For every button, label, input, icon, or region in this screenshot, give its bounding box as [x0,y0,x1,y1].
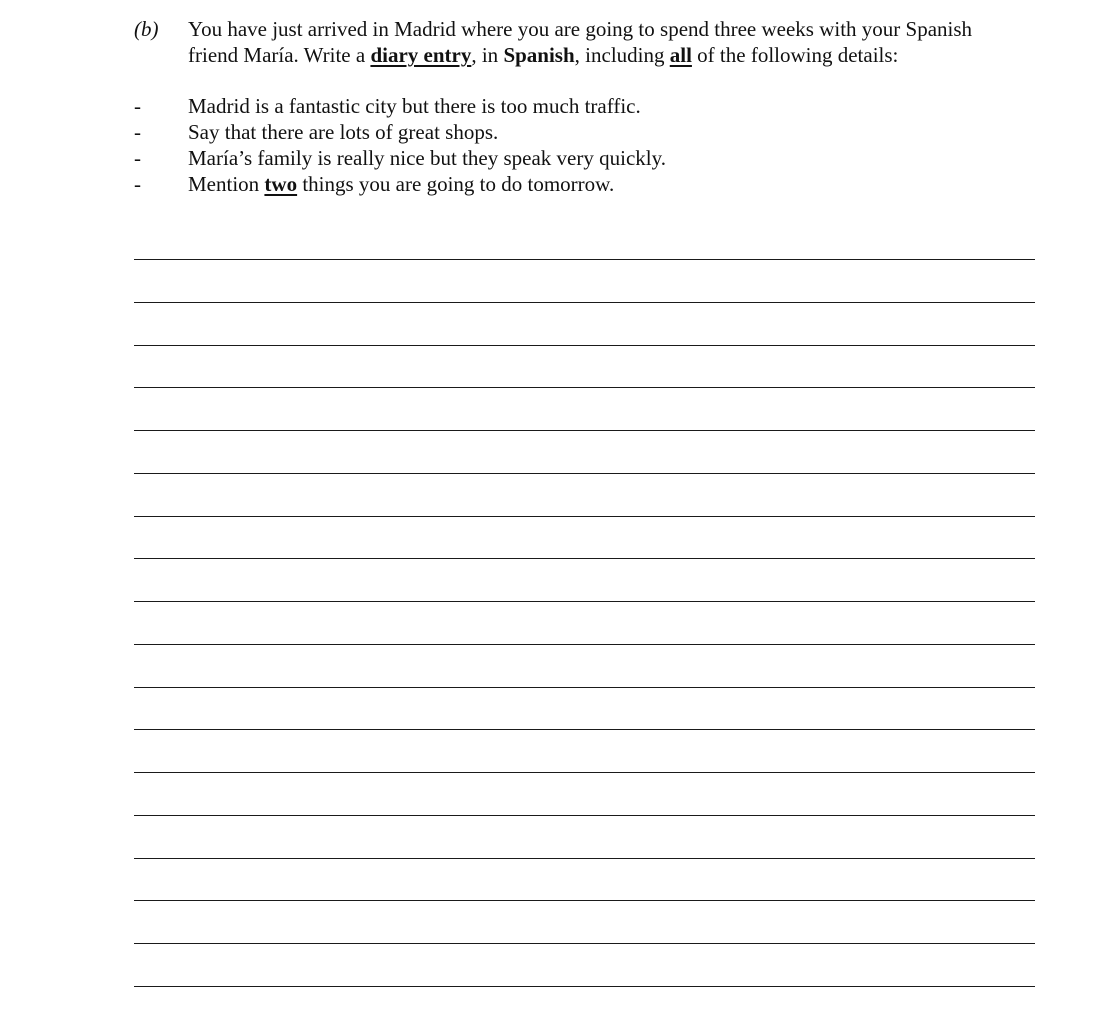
answer-line[interactable] [134,259,1035,260]
prompt-line-1: You have just arrived in Madrid where you are going to spend three weeks with your Spanish [188,17,973,41]
answer-line[interactable] [134,772,1035,773]
emphasis-all: all [669,43,692,67]
answer-line[interactable] [134,601,1035,602]
answer-line[interactable] [134,302,1035,303]
list-item-text: María’s family is really nice but they speak very quickly. [188,146,666,170]
bullet-dash: - [134,94,141,118]
answer-line[interactable] [134,815,1035,816]
answer-line[interactable] [134,387,1035,388]
answer-line[interactable] [134,345,1035,346]
list-item-text: Say that there are lots of great shops. [188,120,499,144]
answer-line[interactable] [134,687,1035,688]
list-item-text-part: Mention [188,172,265,196]
bullet-dash: - [134,146,141,170]
answer-line[interactable] [134,430,1035,431]
bullet-dash: - [134,120,141,144]
answer-line[interactable] [134,729,1035,730]
answer-area[interactable] [134,0,1035,1030]
answer-line[interactable] [134,900,1035,901]
answer-line[interactable] [134,558,1035,559]
answer-line[interactable] [134,644,1035,645]
emphasis-diary-entry: diary entry [370,43,472,67]
bullet-dash: - [134,172,141,196]
question-label: (b) [134,17,159,41]
emphasis-two: two [264,172,298,196]
answer-line[interactable] [134,473,1035,474]
answer-line[interactable] [134,858,1035,859]
answer-line[interactable] [134,516,1035,517]
prompt-text: , in [471,43,504,67]
prompt-text: of the following details: [691,43,899,67]
emphasis-spanish: Spanish [503,43,575,67]
answer-line[interactable] [134,986,1035,987]
answer-line[interactable] [134,943,1035,944]
prompt-text: friend María. Write a [188,43,371,67]
list-item-text-part: things you are going to do tomorrow. [297,172,615,196]
prompt-text: , including [574,43,670,67]
list-item-text: Madrid is a fantastic city but there is too much traffic. [188,94,641,118]
